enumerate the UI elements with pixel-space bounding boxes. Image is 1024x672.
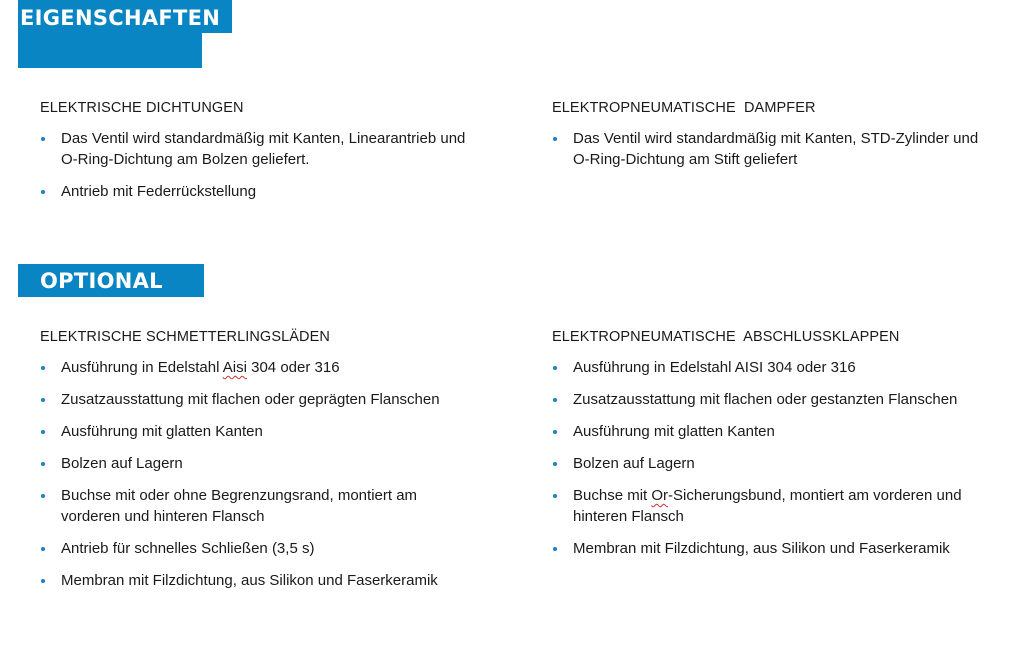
section-heading: ELEKTROPNEUMATISCHE ABSCHLUSSKLAPPEN	[552, 329, 900, 345]
eigenschaften-banner	[18, 0, 221, 68]
elektrische-dichtungen-section	[40, 100, 480, 213]
list-item: Das Ventil wird standardmäßig mit Kanten, Linearantrieb und O-Ring-Dichtung am Bolzen geliefert.	[40, 128, 480, 170]
list-item-text: Buchse mit	[573, 487, 652, 504]
elektrische-schmetterlingslaeden-section	[40, 329, 480, 602]
section-heading: ELEKTRISCHE DICHTUNGEN	[40, 100, 244, 116]
spellcheck-word: Aisi	[222, 359, 247, 376]
list-item: Bolzen auf Lagern	[552, 453, 992, 474]
list-item: Ausführung mit glatten Kanten	[40, 421, 480, 442]
elektropneumatische-abschlussklappen-section	[552, 329, 992, 570]
elektropneumatische-dampfer-section	[552, 100, 992, 181]
list-item-text: Ausführung in Edelstahl	[61, 359, 223, 376]
list-item: Ausführung in Edelstahl AISI 304 oder 316	[552, 357, 992, 378]
list-item: Antrieb für schnelles Schließen (3,5 s)	[40, 538, 480, 559]
list-item: Ausführung mit glatten Kanten	[552, 421, 992, 442]
list-item: Zusatzausstattung mit flachen oder geprägten Flanschen	[40, 389, 480, 410]
spellcheck-word: Or	[651, 487, 669, 504]
list-item: Zusatzausstattung mit flachen oder gestanzten Flanschen	[552, 389, 992, 410]
list-item-text: -Sicherungsbund, montiert am vorderen und hinteren Flansch	[573, 487, 962, 525]
list-item: Membran mit Filzdichtung, aus Silikon und Faserkeramik	[552, 538, 992, 559]
feature-list	[552, 357, 992, 559]
section-heading: ELEKTROPNEUMATISCHE DAMPFER	[552, 100, 816, 116]
feature-list	[40, 128, 480, 202]
list-item: Antrieb mit Federrückstellung	[40, 181, 480, 202]
feature-list	[40, 357, 480, 591]
list-item: Membran mit Filzdichtung, aus Silikon und Faserkeramik	[40, 570, 480, 591]
optional-title: OPTIONAL	[40, 269, 163, 293]
list-item	[552, 485, 992, 527]
eigenschaften-title: EIGENSCHAFTEN	[20, 6, 221, 30]
list-item-text: 304 oder 316	[246, 359, 340, 376]
list-item: Bolzen auf Lagern	[40, 453, 480, 474]
list-item	[40, 357, 480, 378]
list-item: Buchse mit oder ohne Begrenzungsrand, montiert am vorderen und hinteren Flansch	[40, 485, 480, 527]
feature-list	[552, 128, 992, 170]
section-heading: ELEKTRISCHE SCHMETTERLINGSLÄDEN	[40, 329, 330, 345]
optional-banner	[18, 264, 204, 297]
list-item: Das Ventil wird standardmäßig mit Kanten, STD-Zylinder und O-Ring-Dichtung am Stift geliefert	[552, 128, 992, 170]
